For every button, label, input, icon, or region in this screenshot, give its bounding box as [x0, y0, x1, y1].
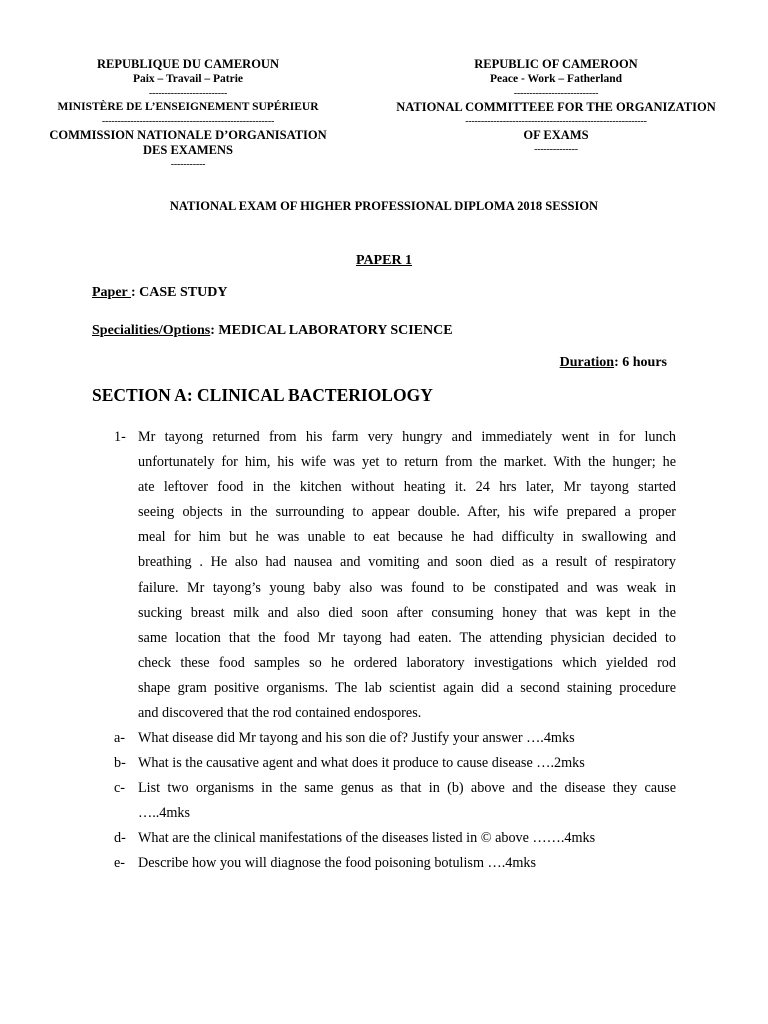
duration-label: Duration [559, 355, 615, 370]
subquestion-d [114, 826, 676, 851]
duration-row [560, 355, 667, 371]
separator: ------------------------------------------------------- [101, 116, 275, 127]
subquestion-letter: d- [114, 830, 126, 846]
speciality-value: : MEDICAL LABORATORY SCIENCE [210, 323, 453, 338]
question-line: same location that the food Mr tayong had eaten. The attending physician decided to [138, 629, 676, 646]
subquestion-text: What are the clinical manifestations of the diseases listed in © above …….4mks [138, 830, 596, 846]
country-name-en: REPUBLIC OF CAMEROON [474, 57, 638, 71]
question-line: and discovered that the rod contained endospores. [138, 705, 422, 722]
header-left [38, 57, 338, 171]
motto-en: Peace - Work – Fatherland [489, 73, 623, 85]
question-line: Mr tayong returned from his farm very hungry and immediately went in for lunch [138, 429, 676, 445]
committee-en-line1: NATIONAL COMMITTEEE FOR THE ORGANIZATION [396, 100, 716, 114]
header-right [380, 57, 732, 156]
motto-fr: Paix – Travail – Patrie [132, 73, 244, 85]
subquestion-text: What disease did Mr tayong and his son die of? Justify your answer ….4mks [138, 730, 575, 746]
question-line: check these food samples so he ordered laboratory investigations which yielded rod [138, 654, 676, 671]
question-line: meal for him but he was unable to eat because he had difficulty in swallowing and [138, 529, 676, 546]
exam-title: NATIONAL EXAM OF HIGHER PROFESSIONAL DIPLOMA 2018 SESSION [169, 199, 599, 213]
subquestion-text: Describe how you will diagnose the food poisoning botulism ….4mks [138, 855, 537, 871]
subquestion-text: What is the causative agent and what does it produce to cause disease ….2mks [138, 755, 585, 771]
subquestion-c [114, 776, 676, 826]
question-line: breathing . He also had nausea and vomiting and soon died as a result of respiratory [138, 554, 676, 571]
question-line: sucking breast milk and also died soon after consuming honey that was kept in the [138, 604, 676, 621]
subquestion-text: List two organisms in the same genus as that in (b) above and the disease they cause [138, 780, 676, 796]
section-title: SECTION A: CLINICAL BACTERIOLOGY [92, 385, 433, 405]
speciality-row [92, 323, 453, 339]
separator: --------------------------- [513, 88, 599, 99]
separator: -------------- [534, 144, 578, 155]
committee-en-line2: OF EXAMS [523, 128, 589, 142]
question-number: 1- [114, 429, 126, 445]
question-line: seeing objects in the surrounding to appear double. After, his wife prepared a proper [138, 504, 676, 521]
subquestion-letter: e- [114, 855, 126, 871]
separator: ------------------------- [148, 88, 228, 99]
subquestion-e [114, 851, 676, 876]
subquestion-b [114, 751, 676, 776]
question-text [138, 425, 676, 726]
question-1 [114, 425, 676, 726]
subquestion-letter: b- [114, 755, 126, 771]
subquestion-letter: a- [114, 730, 126, 746]
paper-label: Paper [92, 285, 132, 300]
paper-row [92, 285, 227, 301]
subquestion-letter: c- [114, 780, 126, 796]
subquestion-a [114, 726, 676, 751]
paper-number: PAPER 1 [355, 253, 413, 268]
country-name-fr: REPUBLIQUE DU CAMEROUN [97, 57, 279, 71]
separator: ---------------------------------------------------------- [465, 116, 647, 127]
commission-fr-line2: DES EXAMENS [143, 143, 233, 157]
separator: ----------- [170, 159, 206, 170]
commission-fr-line1: COMMISSION NATIONALE D’ORGANISATION [49, 128, 327, 142]
question-line: ate leftover food in the kitchen without heating it. 24 hrs later, Mr tayong started [138, 479, 676, 496]
question-line: unfortunately for him, his wife was yet to return from the market. With the hunger; he [138, 454, 676, 471]
speciality-label: Specialities/Options [92, 323, 211, 338]
paper-value: : CASE STUDY [131, 285, 228, 300]
duration-value: : 6 hours [614, 355, 667, 370]
ministry-fr: MINISTÈRE DE L’ENSEIGNEMENT SUPÉRIEUR [57, 101, 319, 113]
question-line: shape gram positive organisms. The lab scientist again did a second staining procedure [138, 679, 676, 696]
question-line: failure. Mr tayong’s young baby also was found to be constipated and was weak in [138, 579, 676, 596]
subquestion-text: …..4mks [138, 805, 191, 821]
